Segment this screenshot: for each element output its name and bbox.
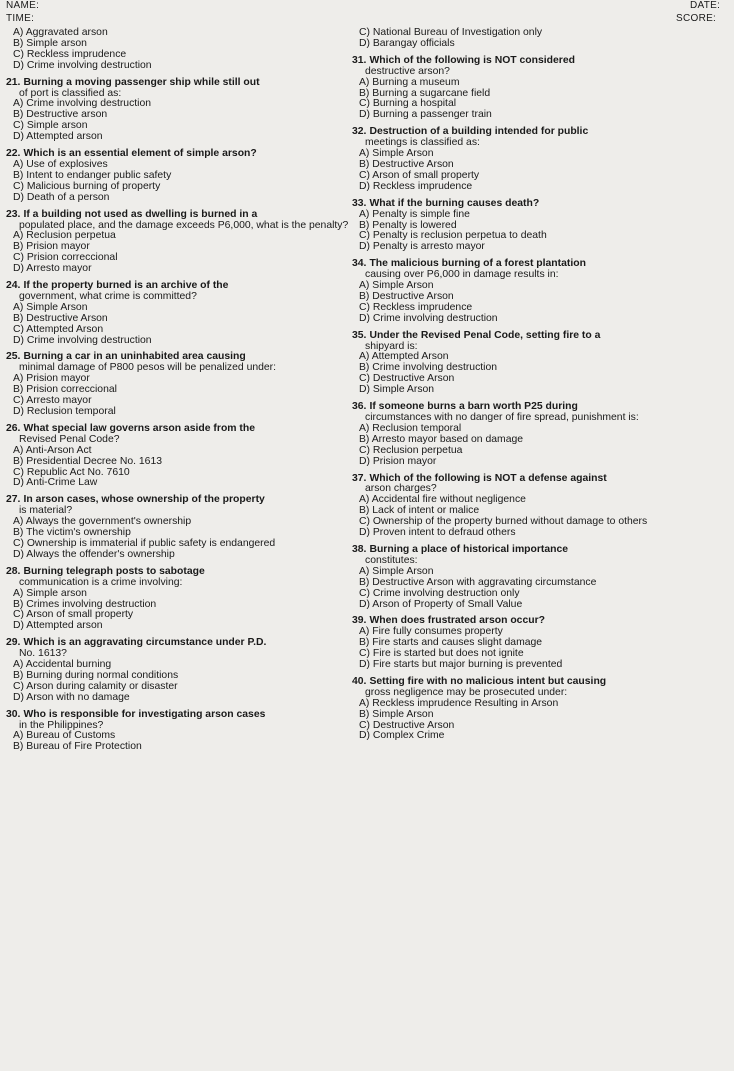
question-number: 32. — [352, 126, 367, 138]
answer-option: B) Fire starts and causes slight damage — [359, 637, 543, 649]
answer-option: A) Reclusion perpetua — [13, 230, 116, 242]
question-text: Burning a place of historical importance — [369, 543, 569, 555]
question-text-continued: causing over P6,000 in damage results in: — [365, 269, 559, 281]
answer-option: C) Simple arson — [13, 120, 88, 132]
question-text: Burning a car in an uninhabited area causing — [23, 351, 246, 363]
question-number: 33. — [352, 197, 367, 209]
time-label: TIME: — [6, 13, 35, 24]
answer-option: D) Burning a passenger train — [359, 109, 492, 121]
answer-option: D) Reclusion temporal — [13, 406, 116, 417]
question-text: What special law governs arson aside from the — [23, 422, 255, 434]
answer-option: B) Prision mayor — [13, 241, 90, 253]
answer-option: B) Presidential Decree No. 1613 — [13, 455, 163, 467]
answer-option: B) Prision correccional — [13, 384, 117, 396]
question-stem — [6, 78, 356, 89]
question-number: 21. — [6, 76, 21, 88]
answer-option: A) Bureau of Customs — [13, 730, 116, 742]
answer-option: B) Simple Arson — [359, 708, 434, 720]
answer-option: B) Intent to endanger public safety — [13, 169, 172, 181]
question-text-continued: shipyard is: — [365, 340, 418, 352]
answer-option: A) Reckless imprudence Resulting in Arson — [359, 697, 559, 709]
question-number: 28. — [6, 565, 21, 577]
answer-option: B) Arresto mayor based on damage — [359, 433, 524, 445]
answer-option: D) Reckless imprudence — [359, 180, 473, 192]
question-number: 31. — [352, 54, 367, 66]
question-text-continued: minimal damage of P800 pesos will be penalized under: — [19, 362, 277, 374]
answer-option: A) Accidental burning — [13, 659, 112, 671]
question-number: 29. — [6, 637, 21, 649]
answer-option: A) Simple arson — [13, 587, 87, 599]
answer-option: A) Simple Arson — [13, 301, 88, 313]
answer-option: A) Anti-Arson Act — [13, 444, 92, 456]
question-text: Burning a moving passenger ship while still out — [23, 76, 260, 88]
question-text-continued: circumstances with no danger of fire spread, punishment is: — [365, 412, 639, 423]
question-text-continued: communication is a crime involving: — [19, 576, 183, 588]
question-item — [6, 78, 356, 143]
answer-option: B) Destructive Arson — [359, 290, 454, 302]
question-item — [352, 677, 730, 742]
question-text-continued: meetings is classified as: — [365, 137, 480, 149]
answer-option: A) Simple Arson — [359, 280, 434, 292]
question-text: If someone burns a barn worth P25 during — [369, 401, 578, 413]
answer-option: D) Complex Crime — [359, 730, 445, 742]
question-text-continued: government, what crime is committed? — [19, 290, 197, 302]
answer-option: D) Attempted arson — [13, 131, 103, 143]
answer-option: B) Destructive Arson — [13, 312, 108, 324]
answer-option: C) Destructive Arson — [359, 373, 455, 385]
question-item — [352, 331, 730, 396]
question-text: Which is an essential element of simple arson? — [23, 148, 257, 160]
question-number: 25. — [6, 351, 21, 363]
answer-option: B) Destructive Arson — [359, 158, 454, 170]
question-number: 26. — [6, 422, 21, 434]
answer-option: B) Crime involving destruction — [359, 362, 498, 374]
answer-option: C) National Bureau of Investigation only — [359, 27, 543, 38]
question-text-continued: destructive arson? — [365, 65, 450, 77]
question-number: 38. — [352, 543, 367, 555]
question-item — [352, 127, 730, 192]
answer-option: A) Fire fully consumes property — [359, 626, 503, 638]
question-item — [352, 402, 730, 467]
answer-option: C) Penalty is reclusion perpetua to death — [359, 230, 547, 242]
question-number: 22. — [6, 148, 21, 160]
answer-option: D) Fire starts but major burning is prevented — [359, 659, 563, 671]
answer-option: D) Barangay officials — [359, 37, 455, 49]
score-label: SCORE: — [676, 13, 717, 24]
answer-option: A) Burning a museum — [359, 76, 460, 88]
answer-option: B) Bureau of Fire Protection — [13, 741, 142, 753]
question-stem — [6, 210, 356, 221]
question-text: If the property burned is an archive of the — [23, 280, 229, 292]
answer-option: D) Simple Arson — [359, 384, 435, 396]
question-number: 30. — [6, 708, 21, 720]
question-item — [6, 424, 356, 489]
answer-option: C) Malicious burning of property — [13, 180, 161, 192]
answer-option: A) Attempted Arson — [359, 351, 449, 363]
question-item — [352, 259, 730, 324]
answer-option: D) Death of a person — [13, 191, 110, 203]
answer-option: C) Reckless imprudence — [13, 48, 127, 60]
question-text: Under the Revised Penal Code, setting fire to a — [369, 329, 601, 341]
answer-option: B) Destructive Arson with aggravating circumstance — [359, 576, 597, 588]
question-stem — [352, 331, 730, 342]
question-item — [6, 638, 356, 703]
right-column — [352, 28, 730, 748]
answer-option: C) Republic Act No. 7610 — [13, 466, 130, 478]
answer-option: D) Attempted arson — [13, 620, 103, 632]
answer-option: C) Crime involving destruction only — [359, 587, 520, 599]
question-text-continued: of port is classified as: — [19, 87, 122, 99]
answer-option: B) Penalty is lowered — [359, 219, 457, 231]
answer-option: B) The victim's ownership — [13, 527, 131, 539]
answer-option: C) Attempted Arson — [13, 323, 104, 335]
answer-option: B) Burning during normal conditions — [13, 669, 179, 681]
answer-option: A) Crime involving destruction — [13, 98, 152, 110]
question-text-continued: in the Philippines? — [19, 719, 104, 731]
question-item — [352, 616, 730, 671]
answer-option: C) Arson of small property — [13, 609, 134, 621]
answer-option: D) Crime involving destruction — [359, 312, 498, 324]
question-number: 35. — [352, 329, 367, 341]
question-text: Burning telegraph posts to sabotage — [23, 565, 205, 577]
question-number: 34. — [352, 258, 367, 270]
answer-option: B) Crimes involving destruction — [13, 598, 157, 610]
question-item — [352, 474, 730, 539]
question-item — [352, 199, 730, 254]
question-item — [6, 710, 356, 754]
carryover-options — [6, 28, 356, 72]
answer-option: D) Anti-Crime Law — [13, 477, 98, 489]
question-item — [6, 210, 356, 275]
question-text: What if the burning causes death? — [369, 197, 540, 209]
question-text-continued: gross negligence may be prosecuted under: — [365, 686, 568, 698]
answer-option: A) Simple Arson — [359, 565, 434, 577]
question-text: Which is an aggravating circumstance under P.D. — [23, 637, 267, 649]
question-text-continued: populated place, and the damage exceeds P6,000, what is the penalty? — [19, 219, 349, 231]
left-column — [6, 28, 356, 759]
question-text-continued: No. 1613? — [19, 648, 67, 660]
question-text: When does frustrated arson occur? — [369, 615, 545, 627]
question-text: The malicious burning of a forest plantation — [369, 258, 586, 270]
question-text-continued: is material? — [19, 505, 73, 517]
question-stem — [352, 199, 730, 210]
answer-option: D) Arson of Property of Small Value — [359, 598, 523, 610]
answer-option: D) Crime involving destruction — [13, 334, 152, 346]
answer-option: A) Penalty is simple fine — [359, 208, 470, 220]
question-item — [6, 352, 356, 417]
answer-option: C) Ownership of the property burned without damage to others — [359, 516, 648, 528]
question-number: 27. — [6, 494, 21, 506]
question-number: 39. — [352, 615, 367, 627]
question-text: If a building not used as dwelling is burned in a — [23, 208, 258, 220]
answer-option: D) Always the offender's ownership — [13, 548, 175, 560]
question-item — [352, 56, 730, 121]
question-number: 24. — [6, 280, 21, 292]
answer-option: C) Reclusion perpetua — [359, 444, 463, 456]
answer-option: A) Accidental fire without negligence — [359, 494, 526, 506]
question-item — [6, 495, 356, 560]
answer-option: C) Destructive Arson — [359, 719, 455, 731]
answer-option: C) Burning a hospital — [359, 98, 457, 110]
question-number: 37. — [352, 472, 367, 484]
answer-option: B) Burning a sugarcane field — [359, 87, 491, 99]
question-text: Setting fire with no malicious intent but causing — [369, 675, 607, 687]
answer-option: C) Fire is started but does not ignite — [359, 648, 524, 660]
answer-option: C) Prision correccional — [13, 252, 118, 264]
answer-option: C) Arresto mayor — [13, 395, 92, 407]
answer-option: C) Arson during calamity or disaster — [13, 680, 178, 692]
question-text: Which of the following is NOT a defense against — [369, 472, 607, 484]
answer-option: A) Simple Arson — [359, 148, 434, 160]
question-item — [6, 567, 356, 632]
answer-option: B) Lack of intent or malice — [359, 505, 480, 517]
answer-option: B) Destructive arson — [13, 109, 108, 121]
question-text: In arson cases, whose ownership of the property — [23, 494, 265, 506]
answer-option: D) Arresto mayor — [13, 263, 92, 275]
answer-option: A) Always the government's ownership — [13, 516, 192, 528]
question-number: 40. — [352, 675, 367, 687]
name-label: NAME: — [6, 0, 40, 11]
question-stem — [6, 710, 356, 721]
question-item — [6, 281, 356, 346]
question-text-continued: constitutes: — [365, 554, 418, 566]
question-item — [352, 545, 730, 610]
answer-option: C) Ownership is immaterial if public safety is endangered — [13, 537, 276, 549]
answer-option: C) Reckless imprudence — [359, 301, 473, 313]
carryover-options — [352, 28, 730, 50]
answer-option: D) Prision mayor — [359, 455, 437, 467]
question-text-continued: Revised Penal Code? — [19, 433, 120, 445]
answer-option: A) Reclusion temporal — [359, 422, 462, 434]
answer-option: D) Penalty is arresto mayor — [359, 241, 485, 253]
answer-option: B) Simple arson — [13, 37, 87, 49]
question-number: 36. — [352, 401, 367, 413]
question-text: Who is responsible for investigating arson cases — [23, 708, 266, 720]
answer-option: D) Proven intent to defraud others — [359, 527, 516, 539]
answer-option: D) Arson with no damage — [13, 691, 130, 703]
question-item — [6, 149, 356, 204]
answer-option: C) Arson of small property — [359, 169, 480, 181]
question-text: Which of the following is NOT considered — [369, 54, 575, 66]
answer-option: D) Crime involving destruction — [13, 59, 152, 71]
answer-option: A) Aggravated arson — [13, 27, 108, 38]
question-number: 23. — [6, 208, 21, 220]
answer-option: A) Use of explosives — [13, 158, 108, 170]
question-text: Destruction of a building intended for public — [369, 126, 589, 138]
date-label: DATE: — [690, 0, 721, 11]
answer-option: A) Prision mayor — [13, 373, 90, 385]
question-text-continued: arson charges? — [365, 483, 437, 495]
